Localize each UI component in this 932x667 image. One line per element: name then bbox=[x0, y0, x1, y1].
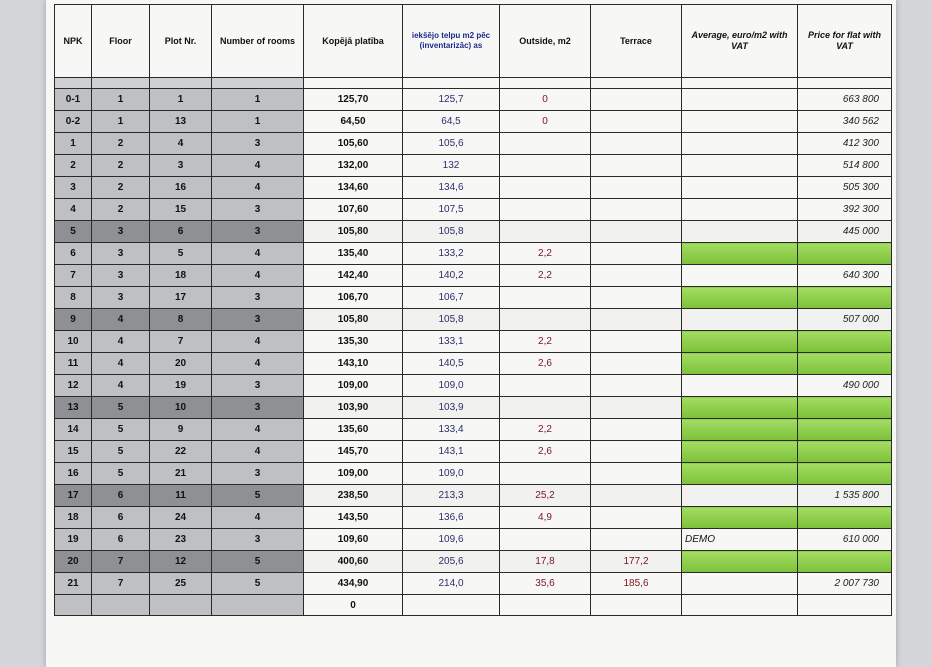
floor-cell: 5 bbox=[92, 419, 150, 441]
table-row bbox=[55, 199, 892, 221]
plot-cell: 25 bbox=[150, 573, 212, 595]
rooms-cell: 3 bbox=[212, 221, 304, 243]
average-price-cell bbox=[682, 199, 798, 221]
floor-cell: 2 bbox=[92, 177, 150, 199]
price-cell bbox=[798, 397, 892, 419]
inventory-area-cell: 205,6 bbox=[403, 551, 500, 573]
area-cell: 143,50 bbox=[304, 507, 403, 529]
footer-cell bbox=[55, 595, 92, 616]
area-cell: 434,90 bbox=[304, 573, 403, 595]
price-cell: 663 800 bbox=[798, 89, 892, 111]
price-cell: 505 300 bbox=[798, 177, 892, 199]
npk-cell: 13 bbox=[55, 397, 92, 419]
area-cell: 142,40 bbox=[304, 265, 403, 287]
outside-area-cell: 2,6 bbox=[500, 353, 591, 375]
npk-cell: 12 bbox=[55, 375, 92, 397]
area-cell: 109,00 bbox=[304, 463, 403, 485]
npk-cell: 10 bbox=[55, 331, 92, 353]
npk-cell: 11 bbox=[55, 353, 92, 375]
average-price-cell bbox=[682, 155, 798, 177]
table-row bbox=[55, 221, 892, 243]
table-row bbox=[55, 419, 892, 441]
plot-cell: 12 bbox=[150, 551, 212, 573]
floor-cell: 4 bbox=[92, 331, 150, 353]
table-row bbox=[55, 243, 892, 265]
table-row bbox=[55, 485, 892, 507]
npk-cell: 6 bbox=[55, 243, 92, 265]
average-price-cell bbox=[682, 419, 798, 441]
header-area: Kopējā platība bbox=[304, 5, 403, 78]
plot-cell: 16 bbox=[150, 177, 212, 199]
rooms-cell: 3 bbox=[212, 463, 304, 485]
price-cell bbox=[798, 243, 892, 265]
table-row bbox=[55, 463, 892, 485]
footer-row bbox=[55, 595, 892, 616]
average-price-cell bbox=[682, 133, 798, 155]
area-cell: 64,50 bbox=[304, 111, 403, 133]
area-cell: 134,60 bbox=[304, 177, 403, 199]
header-outside: Outside, m2 bbox=[500, 5, 591, 78]
footer-cell bbox=[150, 595, 212, 616]
npk-cell: 2 bbox=[55, 155, 92, 177]
plot-cell: 9 bbox=[150, 419, 212, 441]
plot-cell: 15 bbox=[150, 199, 212, 221]
plot-cell: 1 bbox=[150, 89, 212, 111]
terrace-area-cell bbox=[591, 331, 682, 353]
inventory-area-cell: 136,6 bbox=[403, 507, 500, 529]
rooms-cell: 3 bbox=[212, 199, 304, 221]
npk-cell: 16 bbox=[55, 463, 92, 485]
terrace-area-cell bbox=[591, 397, 682, 419]
average-price-cell bbox=[682, 265, 798, 287]
inventory-area-cell: 106,7 bbox=[403, 287, 500, 309]
average-price-cell bbox=[682, 111, 798, 133]
spacer-row bbox=[55, 78, 892, 89]
footer-cell bbox=[591, 595, 682, 616]
area-cell: 106,70 bbox=[304, 287, 403, 309]
footer-cell bbox=[500, 595, 591, 616]
inventory-area-cell: 133,4 bbox=[403, 419, 500, 441]
outside-area-cell: 35,6 bbox=[500, 573, 591, 595]
spacer-cell bbox=[591, 78, 682, 89]
area-cell: 135,60 bbox=[304, 419, 403, 441]
floor-cell: 1 bbox=[92, 89, 150, 111]
plot-cell: 20 bbox=[150, 353, 212, 375]
outside-area-cell: 0 bbox=[500, 89, 591, 111]
npk-cell: 15 bbox=[55, 441, 92, 463]
outside-area-cell: 4,9 bbox=[500, 507, 591, 529]
average-price-cell bbox=[682, 485, 798, 507]
table-row bbox=[55, 287, 892, 309]
header-floor: Floor bbox=[92, 5, 150, 78]
area-cell: 135,40 bbox=[304, 243, 403, 265]
price-cell bbox=[798, 441, 892, 463]
price-cell: 340 562 bbox=[798, 111, 892, 133]
plot-cell: 4 bbox=[150, 133, 212, 155]
area-cell: 132,00 bbox=[304, 155, 403, 177]
npk-cell: 0-2 bbox=[55, 111, 92, 133]
floor-cell: 2 bbox=[92, 133, 150, 155]
plot-cell: 17 bbox=[150, 287, 212, 309]
terrace-area-cell bbox=[591, 155, 682, 177]
area-cell: 238,50 bbox=[304, 485, 403, 507]
average-price-cell bbox=[682, 507, 798, 529]
price-cell bbox=[798, 463, 892, 485]
outside-area-cell: 2,2 bbox=[500, 331, 591, 353]
area-cell: 109,60 bbox=[304, 529, 403, 551]
terrace-area-cell bbox=[591, 221, 682, 243]
footer-cell bbox=[403, 595, 500, 616]
average-price-cell bbox=[682, 309, 798, 331]
floor-cell: 7 bbox=[92, 573, 150, 595]
price-cell: 1 535 800 bbox=[798, 485, 892, 507]
rooms-cell: 5 bbox=[212, 485, 304, 507]
average-price-cell bbox=[682, 331, 798, 353]
terrace-area-cell bbox=[591, 507, 682, 529]
area-total-cell: 0 bbox=[304, 595, 403, 616]
average-price-cell bbox=[682, 375, 798, 397]
npk-cell: 0-1 bbox=[55, 89, 92, 111]
plot-cell: 19 bbox=[150, 375, 212, 397]
npk-cell: 7 bbox=[55, 265, 92, 287]
plot-cell: 8 bbox=[150, 309, 212, 331]
outside-area-cell bbox=[500, 397, 591, 419]
outside-area-cell bbox=[500, 309, 591, 331]
footer-cell bbox=[92, 595, 150, 616]
terrace-area-cell bbox=[591, 529, 682, 551]
price-cell bbox=[798, 551, 892, 573]
plot-cell: 7 bbox=[150, 331, 212, 353]
inventory-area-cell: 133,2 bbox=[403, 243, 500, 265]
area-cell: 107,60 bbox=[304, 199, 403, 221]
spacer-cell bbox=[55, 78, 92, 89]
spacer-cell bbox=[304, 78, 403, 89]
rooms-cell: 4 bbox=[212, 155, 304, 177]
average-price-cell bbox=[682, 573, 798, 595]
inventory-area-cell: 125,7 bbox=[403, 89, 500, 111]
rooms-cell: 5 bbox=[212, 573, 304, 595]
rooms-cell: 4 bbox=[212, 419, 304, 441]
inventory-area-cell: 140,2 bbox=[403, 265, 500, 287]
average-price-cell bbox=[682, 177, 798, 199]
terrace-area-cell bbox=[591, 419, 682, 441]
average-price-cell bbox=[682, 89, 798, 111]
inventory-area-cell: 143,1 bbox=[403, 441, 500, 463]
rooms-cell: 4 bbox=[212, 177, 304, 199]
price-cell bbox=[798, 419, 892, 441]
average-price-cell bbox=[682, 221, 798, 243]
npk-cell: 20 bbox=[55, 551, 92, 573]
area-cell: 145,70 bbox=[304, 441, 403, 463]
average-price-cell bbox=[682, 243, 798, 265]
outside-area-cell bbox=[500, 529, 591, 551]
area-cell: 105,80 bbox=[304, 221, 403, 243]
spacer-cell bbox=[500, 78, 591, 89]
area-cell: 105,80 bbox=[304, 309, 403, 331]
price-cell: 514 800 bbox=[798, 155, 892, 177]
floor-cell: 5 bbox=[92, 463, 150, 485]
terrace-area-cell bbox=[591, 265, 682, 287]
area-cell: 400,60 bbox=[304, 551, 403, 573]
plot-cell: 11 bbox=[150, 485, 212, 507]
outside-area-cell: 2,2 bbox=[500, 265, 591, 287]
npk-cell: 5 bbox=[55, 221, 92, 243]
plot-cell: 23 bbox=[150, 529, 212, 551]
table-row bbox=[55, 133, 892, 155]
inventory-area-cell: 109,6 bbox=[403, 529, 500, 551]
table-row bbox=[55, 309, 892, 331]
floor-cell: 4 bbox=[92, 353, 150, 375]
inventory-area-cell: 105,8 bbox=[403, 309, 500, 331]
plot-cell: 10 bbox=[150, 397, 212, 419]
header-row bbox=[55, 5, 892, 78]
inventory-area-cell: 105,6 bbox=[403, 133, 500, 155]
inventory-area-cell: 132 bbox=[403, 155, 500, 177]
table-row bbox=[55, 265, 892, 287]
footer-cell bbox=[212, 595, 304, 616]
table-row bbox=[55, 551, 892, 573]
terrace-area-cell bbox=[591, 309, 682, 331]
terrace-area-cell bbox=[591, 243, 682, 265]
average-price-cell bbox=[682, 463, 798, 485]
npk-cell: 18 bbox=[55, 507, 92, 529]
area-cell: 135,30 bbox=[304, 331, 403, 353]
inventory-area-cell: 133,1 bbox=[403, 331, 500, 353]
table-row bbox=[55, 89, 892, 111]
floor-cell: 1 bbox=[92, 111, 150, 133]
terrace-area-cell bbox=[591, 375, 682, 397]
terrace-area-cell: 185,6 bbox=[591, 573, 682, 595]
table-row bbox=[55, 573, 892, 595]
plot-cell: 5 bbox=[150, 243, 212, 265]
terrace-area-cell bbox=[591, 177, 682, 199]
inventory-area-cell: 64,5 bbox=[403, 111, 500, 133]
spacer-cell bbox=[92, 78, 150, 89]
header-average: Average, euro/m2 with VAT bbox=[682, 5, 798, 78]
floor-cell: 6 bbox=[92, 485, 150, 507]
outside-area-cell: 25,2 bbox=[500, 485, 591, 507]
spacer-cell bbox=[212, 78, 304, 89]
floor-cell: 6 bbox=[92, 529, 150, 551]
npk-cell: 4 bbox=[55, 199, 92, 221]
price-cell bbox=[798, 287, 892, 309]
plot-cell: 3 bbox=[150, 155, 212, 177]
terrace-area-cell bbox=[591, 133, 682, 155]
terrace-area-cell bbox=[591, 441, 682, 463]
terrace-area-cell bbox=[591, 287, 682, 309]
outside-area-cell: 17,8 bbox=[500, 551, 591, 573]
terrace-area-cell bbox=[591, 199, 682, 221]
area-cell: 109,00 bbox=[304, 375, 403, 397]
average-price-cell bbox=[682, 287, 798, 309]
floor-cell: 2 bbox=[92, 199, 150, 221]
rooms-cell: 4 bbox=[212, 243, 304, 265]
outside-area-cell bbox=[500, 155, 591, 177]
inventory-area-cell: 214,0 bbox=[403, 573, 500, 595]
header-price: Price for flat with VAT bbox=[798, 5, 892, 78]
npk-cell: 9 bbox=[55, 309, 92, 331]
average-price-cell bbox=[682, 441, 798, 463]
floor-cell: 6 bbox=[92, 507, 150, 529]
price-cell: 507 000 bbox=[798, 309, 892, 331]
table-row bbox=[55, 441, 892, 463]
outside-area-cell: 2,6 bbox=[500, 441, 591, 463]
header-inventory: iekšējo telpu m2 pēc (inventarizāc) as bbox=[403, 5, 500, 78]
price-cell: 610 000 bbox=[798, 529, 892, 551]
terrace-area-cell: 177,2 bbox=[591, 551, 682, 573]
price-cell: 392 300 bbox=[798, 199, 892, 221]
footer-cell bbox=[798, 595, 892, 616]
table-row bbox=[55, 155, 892, 177]
npk-cell: 3 bbox=[55, 177, 92, 199]
plot-cell: 21 bbox=[150, 463, 212, 485]
rooms-cell: 1 bbox=[212, 111, 304, 133]
inventory-area-cell: 103,9 bbox=[403, 397, 500, 419]
floor-cell: 4 bbox=[92, 375, 150, 397]
area-cell: 105,60 bbox=[304, 133, 403, 155]
floor-cell: 5 bbox=[92, 397, 150, 419]
inventory-area-cell: 134,6 bbox=[403, 177, 500, 199]
inventory-area-cell: 107,5 bbox=[403, 199, 500, 221]
area-cell: 103,90 bbox=[304, 397, 403, 419]
header-rooms: Number of rooms bbox=[212, 5, 304, 78]
price-cell bbox=[798, 353, 892, 375]
terrace-area-cell bbox=[591, 353, 682, 375]
floor-cell: 3 bbox=[92, 265, 150, 287]
apartments-price-table bbox=[54, 4, 892, 616]
inventory-area-cell: 213,3 bbox=[403, 485, 500, 507]
area-cell: 143,10 bbox=[304, 353, 403, 375]
table-row bbox=[55, 529, 892, 551]
floor-cell: 3 bbox=[92, 287, 150, 309]
npk-cell: 17 bbox=[55, 485, 92, 507]
npk-cell: 14 bbox=[55, 419, 92, 441]
outside-area-cell bbox=[500, 133, 591, 155]
outside-area-cell bbox=[500, 287, 591, 309]
average-price-cell: DEMO bbox=[682, 529, 798, 551]
spacer-cell bbox=[150, 78, 212, 89]
spacer-cell bbox=[798, 78, 892, 89]
inventory-area-cell: 140,5 bbox=[403, 353, 500, 375]
footer-cell bbox=[682, 595, 798, 616]
inventory-area-cell: 109,0 bbox=[403, 375, 500, 397]
price-cell: 412 300 bbox=[798, 133, 892, 155]
spacer-cell bbox=[682, 78, 798, 89]
plot-cell: 18 bbox=[150, 265, 212, 287]
average-price-cell bbox=[682, 353, 798, 375]
plot-cell: 24 bbox=[150, 507, 212, 529]
plot-cell: 13 bbox=[150, 111, 212, 133]
table-row bbox=[55, 507, 892, 529]
price-cell bbox=[798, 331, 892, 353]
spacer-cell bbox=[403, 78, 500, 89]
average-price-cell bbox=[682, 397, 798, 419]
price-cell: 445 000 bbox=[798, 221, 892, 243]
floor-cell: 3 bbox=[92, 221, 150, 243]
table-body bbox=[55, 78, 892, 616]
terrace-area-cell bbox=[591, 111, 682, 133]
header-terrace: Terrace bbox=[591, 5, 682, 78]
terrace-area-cell bbox=[591, 89, 682, 111]
rooms-cell: 1 bbox=[212, 89, 304, 111]
document-sheet bbox=[46, 0, 896, 667]
npk-cell: 8 bbox=[55, 287, 92, 309]
rooms-cell: 3 bbox=[212, 309, 304, 331]
rooms-cell: 3 bbox=[212, 287, 304, 309]
area-cell: 125,70 bbox=[304, 89, 403, 111]
header-plot: Plot Nr. bbox=[150, 5, 212, 78]
outside-area-cell bbox=[500, 463, 591, 485]
rooms-cell: 3 bbox=[212, 375, 304, 397]
floor-cell: 3 bbox=[92, 243, 150, 265]
header-npk: NPK bbox=[55, 5, 92, 78]
plot-cell: 6 bbox=[150, 221, 212, 243]
npk-cell: 1 bbox=[55, 133, 92, 155]
rooms-cell: 4 bbox=[212, 441, 304, 463]
rooms-cell: 4 bbox=[212, 507, 304, 529]
inventory-area-cell: 109,0 bbox=[403, 463, 500, 485]
outside-area-cell: 2,2 bbox=[500, 243, 591, 265]
outside-area-cell bbox=[500, 177, 591, 199]
rooms-cell: 4 bbox=[212, 331, 304, 353]
floor-cell: 4 bbox=[92, 309, 150, 331]
inventory-area-cell: 105,8 bbox=[403, 221, 500, 243]
outside-area-cell: 0 bbox=[500, 111, 591, 133]
floor-cell: 5 bbox=[92, 441, 150, 463]
outside-area-cell: 2,2 bbox=[500, 419, 591, 441]
price-cell: 2 007 730 bbox=[798, 573, 892, 595]
rooms-cell: 4 bbox=[212, 353, 304, 375]
price-cell: 640 300 bbox=[798, 265, 892, 287]
rooms-cell: 5 bbox=[212, 551, 304, 573]
table-row bbox=[55, 177, 892, 199]
npk-cell: 19 bbox=[55, 529, 92, 551]
floor-cell: 7 bbox=[92, 551, 150, 573]
plot-cell: 22 bbox=[150, 441, 212, 463]
table-row bbox=[55, 375, 892, 397]
rooms-cell: 3 bbox=[212, 133, 304, 155]
npk-cell: 21 bbox=[55, 573, 92, 595]
table-row bbox=[55, 331, 892, 353]
price-cell bbox=[798, 507, 892, 529]
terrace-area-cell bbox=[591, 485, 682, 507]
rooms-cell: 3 bbox=[212, 397, 304, 419]
average-price-cell bbox=[682, 551, 798, 573]
outside-area-cell bbox=[500, 221, 591, 243]
table-row bbox=[55, 111, 892, 133]
table-row bbox=[55, 353, 892, 375]
rooms-cell: 4 bbox=[212, 265, 304, 287]
terrace-area-cell bbox=[591, 463, 682, 485]
outside-area-cell bbox=[500, 199, 591, 221]
price-cell: 490 000 bbox=[798, 375, 892, 397]
table-row bbox=[55, 397, 892, 419]
floor-cell: 2 bbox=[92, 155, 150, 177]
rooms-cell: 3 bbox=[212, 529, 304, 551]
outside-area-cell bbox=[500, 375, 591, 397]
